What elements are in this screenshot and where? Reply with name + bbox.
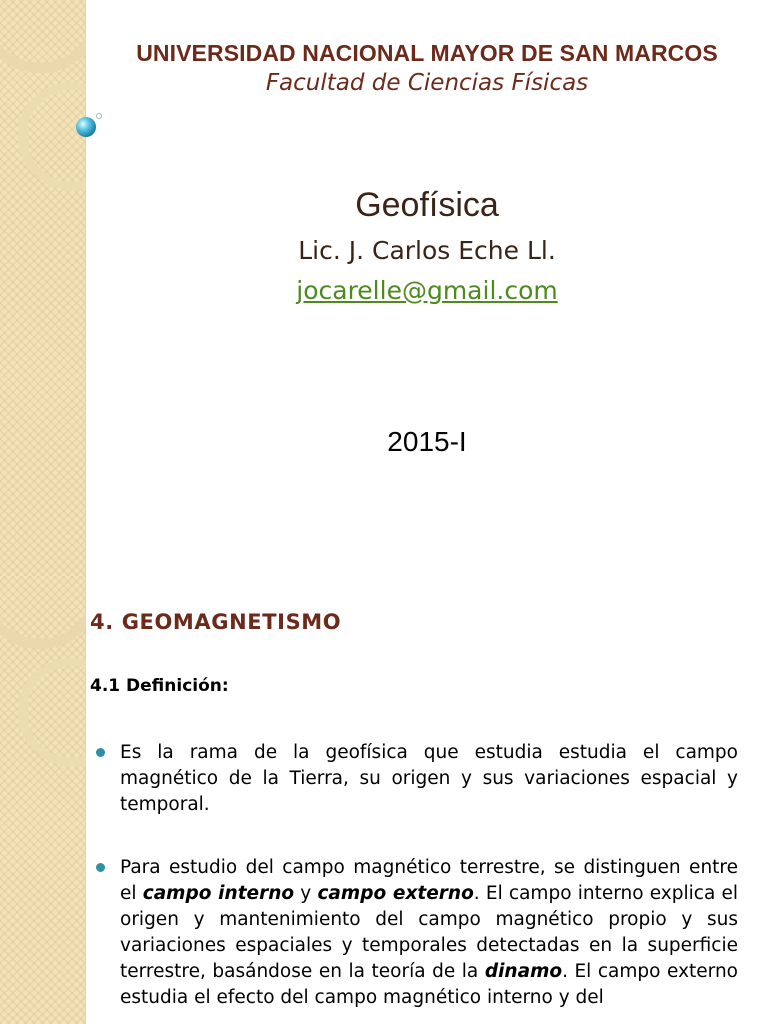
bullet-definition <box>96 740 738 818</box>
bullet-fields <box>96 855 738 1011</box>
text-run: . El campo externo estudia el efecto del campo magnético interno y del <box>120 961 738 1008</box>
emphasis-campo-interno: campo interno <box>142 883 295 904</box>
emphasis-campo-externo: campo externo <box>317 883 474 904</box>
text-run: Para estudio del campo magnético terrestre, se distinguen entre el <box>120 857 738 904</box>
bullet-dot-icon <box>96 748 105 757</box>
author-name: Lic. J. Carlos Eche Ll. <box>298 236 556 265</box>
decorative-ring-icon <box>0 576 86 1024</box>
decorative-ring-icon <box>0 0 86 576</box>
decorative-side-strip <box>0 0 86 576</box>
emphasis-dinamo: dinamo <box>484 961 563 982</box>
semester-label: 2015-I <box>387 426 467 457</box>
faculty-name: Facultad de Ciencias Físicas <box>265 70 589 96</box>
text-run: . El campo interno explica el origen y mantenimiento del campo magnético propio y sus variaciones espaciales y temporales detectadas en la superficie terrestre, basándose en la teoría de la <box>120 883 739 982</box>
bullet-text <box>120 855 738 1011</box>
course-title: Geofísica <box>355 186 499 224</box>
section-title: 4. GEOMAGNETISMO <box>90 610 342 634</box>
email-line <box>86 276 768 305</box>
slide-geomagnetismo <box>0 576 768 1024</box>
university-name: UNIVERSIDAD NACIONAL MAYOR DE SAN MARCOS <box>136 40 718 66</box>
decorative-side-strip <box>0 576 86 1024</box>
text-run: y <box>294 883 318 904</box>
bullet-dot-icon <box>96 863 105 872</box>
subsection-title: 4.1 Definición: <box>90 676 229 696</box>
email-link[interactable]: jocarelle@gmail.com <box>296 276 558 305</box>
bullet-text: Es la rama de la geofísica que estudia estudia el campo magnético de la Tierra, su origen y sus variaciones espacial y temporal. <box>120 742 738 815</box>
